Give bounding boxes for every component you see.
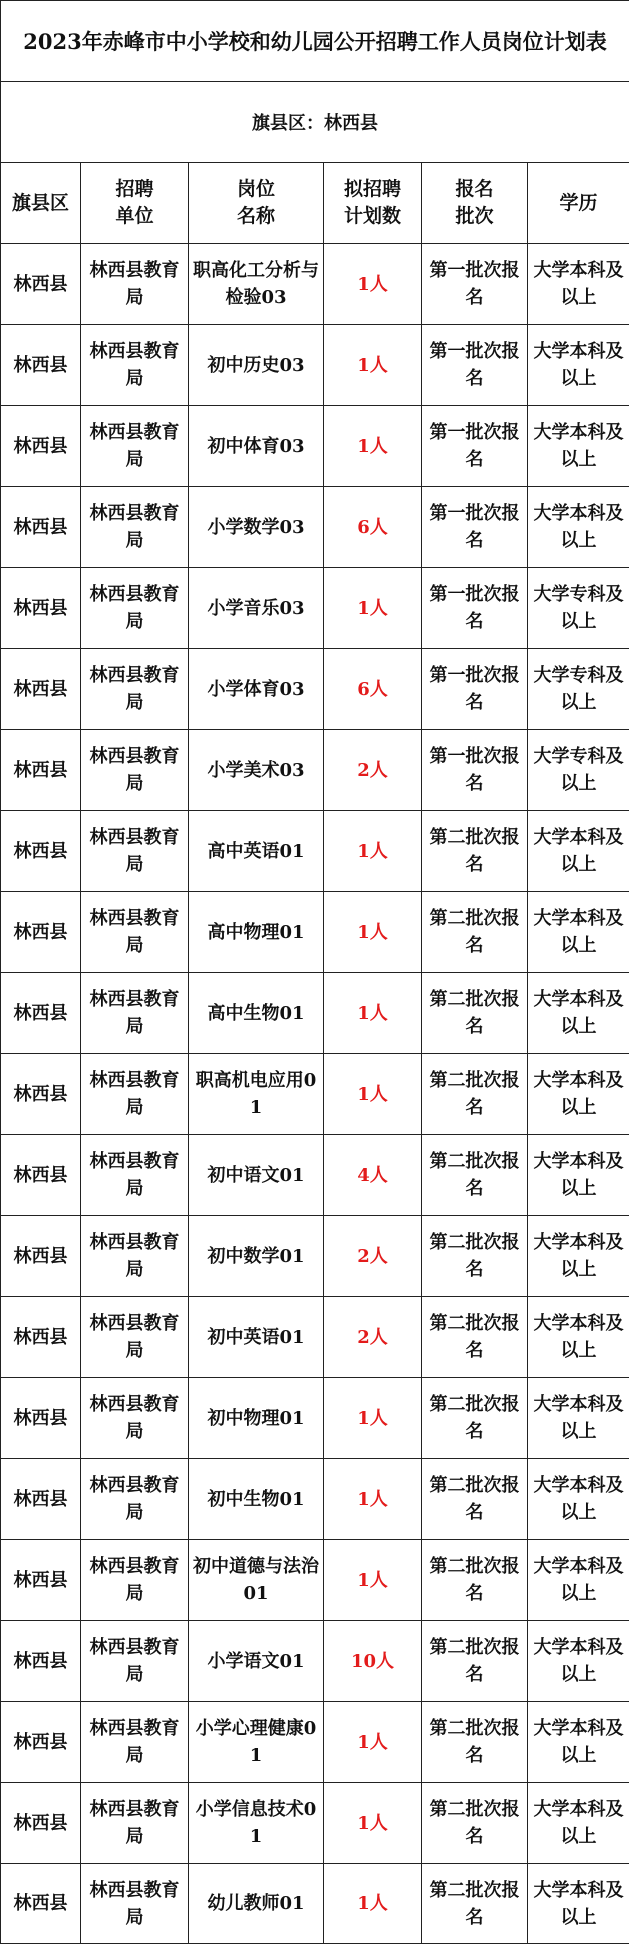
table-row (1, 1783, 629, 1864)
batch-cell-text: 第一批次报名 (426, 419, 523, 473)
batch-cell-text: 第二批次报名 (426, 1310, 523, 1364)
education-cell (528, 973, 629, 1054)
header-post: 岗位 名称 (189, 163, 324, 244)
county-cell (1, 1378, 81, 1459)
post-cell (189, 1540, 324, 1621)
education-cell-text: 大学专科及以上 (532, 662, 625, 716)
batch-cell-text: 第二批次报名 (426, 1715, 523, 1769)
post-cell-text: 初中数学01 (193, 1243, 319, 1270)
unit-cell (81, 1621, 189, 1702)
batch-cell-text: 第一批次报名 (426, 743, 523, 797)
table-row (1, 730, 629, 811)
post-cell-text: 初中物理01 (193, 1405, 319, 1432)
count-cell (324, 1216, 422, 1297)
county-cell-text: 林西县 (5, 1729, 76, 1756)
county-cell (1, 487, 81, 568)
education-cell-text: 大学本科及以上 (532, 1634, 625, 1688)
post-cell (189, 1621, 324, 1702)
county-cell (1, 811, 81, 892)
batch-cell (422, 1297, 528, 1378)
unit-cell (81, 811, 189, 892)
unit-cell-text: 林西县教育局 (85, 1472, 184, 1526)
table-row (1, 973, 629, 1054)
county-cell (1, 730, 81, 811)
unit-cell-text: 林西县教育局 (85, 1634, 184, 1688)
unit-cell (81, 1216, 189, 1297)
post-cell (189, 1378, 324, 1459)
count-cell-text: 1人 (328, 1729, 417, 1756)
batch-cell-text: 第二批次报名 (426, 1553, 523, 1607)
post-cell (189, 973, 324, 1054)
count-cell-text: 1人 (328, 1000, 417, 1027)
batch-cell (422, 406, 528, 487)
count-cell (324, 1135, 422, 1216)
table-row (1, 892, 629, 973)
post-cell (189, 811, 324, 892)
education-cell (528, 325, 629, 406)
batch-cell (422, 568, 528, 649)
unit-cell-text: 林西县教育局 (85, 905, 184, 959)
county-cell-text: 林西县 (5, 1810, 76, 1837)
post-cell-text: 高中生物01 (193, 1000, 319, 1027)
batch-cell (422, 811, 528, 892)
post-cell-text: 小学心理健康01 (193, 1715, 319, 1769)
county-cell (1, 1540, 81, 1621)
unit-cell (81, 1297, 189, 1378)
county-cell-text: 林西县 (5, 919, 76, 946)
post-cell-text: 初中语文01 (193, 1162, 319, 1189)
unit-cell-text: 林西县教育局 (85, 1715, 184, 1769)
unit-cell-text: 林西县教育局 (85, 581, 184, 635)
header-unit: 招聘 单位 (81, 163, 189, 244)
county-cell-text: 林西县 (5, 514, 76, 541)
unit-cell-text: 林西县教育局 (85, 1067, 184, 1121)
unit-cell (81, 973, 189, 1054)
education-cell (528, 1297, 629, 1378)
batch-cell (422, 244, 528, 325)
education-cell-text: 大学专科及以上 (532, 743, 625, 797)
county-cell (1, 406, 81, 487)
county-cell (1, 1783, 81, 1864)
batch-cell (422, 1216, 528, 1297)
post-cell (189, 1702, 324, 1783)
unit-cell (81, 568, 189, 649)
post-cell-text: 初中英语01 (193, 1324, 319, 1351)
county-cell (1, 1054, 81, 1135)
post-cell (189, 730, 324, 811)
batch-cell-text: 第二批次报名 (426, 986, 523, 1040)
table-row (1, 1054, 629, 1135)
batch-cell-text: 第二批次报名 (426, 1067, 523, 1121)
count-cell-text: 1人 (328, 1890, 417, 1917)
education-cell-text: 大学本科及以上 (532, 1472, 625, 1526)
batch-cell-text: 第一批次报名 (426, 257, 523, 311)
region-label: 旗县区：林西县 (1, 82, 629, 163)
table-row (1, 1864, 629, 1944)
county-cell-text: 林西县 (5, 595, 76, 622)
education-cell-text: 大学本科及以上 (532, 905, 625, 959)
unit-cell-text: 林西县教育局 (85, 419, 184, 473)
county-cell (1, 1864, 81, 1944)
post-cell-text: 小学语文01 (193, 1648, 319, 1675)
county-cell-text: 林西县 (5, 1000, 76, 1027)
post-cell-text: 小学数学03 (193, 514, 319, 541)
post-cell-text: 幼儿教师01 (193, 1890, 319, 1917)
unit-cell (81, 1864, 189, 1944)
education-cell-text: 大学本科及以上 (532, 338, 625, 392)
count-cell-text: 1人 (328, 433, 417, 460)
count-cell (324, 1459, 422, 1540)
count-cell (324, 1621, 422, 1702)
county-cell-text: 林西县 (5, 271, 76, 298)
post-cell-text: 小学信息技术01 (193, 1796, 319, 1850)
count-cell-text: 1人 (328, 1567, 417, 1594)
table-row (1, 1135, 629, 1216)
education-cell-text: 大学专科及以上 (532, 581, 625, 635)
count-cell (324, 568, 422, 649)
unit-cell-text: 林西县教育局 (85, 662, 184, 716)
unit-cell (81, 1054, 189, 1135)
education-cell (528, 1378, 629, 1459)
unit-cell-text: 林西县教育局 (85, 500, 184, 554)
count-cell (324, 1054, 422, 1135)
table-row (1, 1540, 629, 1621)
county-cell-text: 林西县 (5, 1486, 76, 1513)
county-cell-text: 林西县 (5, 676, 76, 703)
education-cell-text: 大学本科及以上 (532, 1391, 625, 1445)
count-cell-text: 1人 (328, 838, 417, 865)
post-cell-text: 职高机电应用01 (193, 1067, 319, 1121)
post-cell (189, 568, 324, 649)
post-cell (189, 892, 324, 973)
batch-cell-text: 第一批次报名 (426, 662, 523, 716)
count-cell (324, 406, 422, 487)
count-cell (324, 892, 422, 973)
count-cell (324, 487, 422, 568)
county-cell-text: 林西县 (5, 757, 76, 784)
batch-cell-text: 第二批次报名 (426, 824, 523, 878)
education-cell (528, 1216, 629, 1297)
education-cell (528, 1783, 629, 1864)
education-cell-text: 大学本科及以上 (532, 257, 625, 311)
education-cell-text: 大学本科及以上 (532, 1148, 625, 1202)
unit-cell-text: 林西县教育局 (85, 1391, 184, 1445)
table-row (1, 244, 629, 325)
batch-cell-text: 第一批次报名 (426, 338, 523, 392)
unit-cell (81, 1702, 189, 1783)
count-cell (324, 730, 422, 811)
post-cell-text: 小学体育03 (193, 676, 319, 703)
post-cell-text: 初中历史03 (193, 352, 319, 379)
unit-cell-text: 林西县教育局 (85, 257, 184, 311)
count-cell-text: 1人 (328, 352, 417, 379)
count-cell (324, 244, 422, 325)
unit-cell-text: 林西县教育局 (85, 743, 184, 797)
table-row (1, 1297, 629, 1378)
batch-cell-text: 第一批次报名 (426, 581, 523, 635)
batch-cell (422, 1864, 528, 1944)
header-education: 学历 (528, 163, 629, 244)
unit-cell-text: 林西县教育局 (85, 1310, 184, 1364)
post-cell-text: 小学音乐03 (193, 595, 319, 622)
count-cell-text: 2人 (328, 757, 417, 784)
post-cell (189, 1459, 324, 1540)
post-cell-text: 职高化工分析与检验03 (193, 257, 319, 311)
education-cell-text: 大学本科及以上 (532, 1877, 625, 1931)
county-cell (1, 892, 81, 973)
title-row (1, 1, 629, 82)
unit-cell (81, 1378, 189, 1459)
education-cell (528, 244, 629, 325)
batch-cell-text: 第二批次报名 (426, 1634, 523, 1688)
count-cell (324, 973, 422, 1054)
post-cell (189, 406, 324, 487)
table-row (1, 1216, 629, 1297)
unit-cell-text: 林西县教育局 (85, 1877, 184, 1931)
batch-cell-text: 第一批次报名 (426, 500, 523, 554)
education-cell (528, 1864, 629, 1944)
post-cell-text: 高中英语01 (193, 838, 319, 865)
unit-cell (81, 487, 189, 568)
table-row (1, 568, 629, 649)
count-cell (324, 811, 422, 892)
count-cell-text: 1人 (328, 595, 417, 622)
batch-cell-text: 第二批次报名 (426, 1229, 523, 1283)
batch-cell (422, 1621, 528, 1702)
header-count: 拟招聘 计划数 (324, 163, 422, 244)
batch-cell (422, 1054, 528, 1135)
unit-cell (81, 325, 189, 406)
county-cell (1, 1297, 81, 1378)
county-cell-text: 林西县 (5, 1081, 76, 1108)
batch-cell (422, 1135, 528, 1216)
header-batch: 报名 批次 (422, 163, 528, 244)
batch-cell (422, 1459, 528, 1540)
table-row (1, 811, 629, 892)
county-cell-text: 林西县 (5, 352, 76, 379)
batch-cell (422, 325, 528, 406)
batch-cell (422, 1702, 528, 1783)
table-title: 2023年赤峰市中小学校和幼儿园公开招聘工作人员岗位计划表 (1, 1, 629, 82)
county-cell-text: 林西县 (5, 1162, 76, 1189)
county-cell (1, 973, 81, 1054)
post-cell (189, 1783, 324, 1864)
education-cell (528, 1054, 629, 1135)
education-cell (528, 730, 629, 811)
unit-cell-text: 林西县教育局 (85, 824, 184, 878)
unit-cell (81, 892, 189, 973)
post-cell (189, 1297, 324, 1378)
unit-cell (81, 1135, 189, 1216)
count-cell (324, 1864, 422, 1944)
education-cell (528, 1459, 629, 1540)
unit-cell (81, 1783, 189, 1864)
batch-cell (422, 1540, 528, 1621)
post-cell-text: 初中体育03 (193, 433, 319, 460)
count-cell-text: 2人 (328, 1243, 417, 1270)
batch-cell (422, 1783, 528, 1864)
education-cell-text: 大学本科及以上 (532, 1229, 625, 1283)
education-cell (528, 406, 629, 487)
table-row (1, 487, 629, 568)
batch-cell (422, 973, 528, 1054)
county-cell (1, 1216, 81, 1297)
count-cell (324, 1378, 422, 1459)
county-cell-text: 林西县 (5, 838, 76, 865)
batch-cell-text: 第二批次报名 (426, 905, 523, 959)
unit-cell-text: 林西县教育局 (85, 1229, 184, 1283)
education-cell-text: 大学本科及以上 (532, 500, 625, 554)
batch-cell-text: 第二批次报名 (426, 1148, 523, 1202)
count-cell (324, 1702, 422, 1783)
unit-cell (81, 1540, 189, 1621)
count-cell (324, 325, 422, 406)
region-row (1, 82, 629, 163)
post-cell (189, 649, 324, 730)
count-cell-text: 1人 (328, 271, 417, 298)
county-cell-text: 林西县 (5, 1324, 76, 1351)
county-cell (1, 1135, 81, 1216)
county-cell (1, 1702, 81, 1783)
education-cell-text: 大学本科及以上 (532, 824, 625, 878)
education-cell (528, 811, 629, 892)
education-cell-text: 大学本科及以上 (532, 1310, 625, 1364)
education-cell (528, 1540, 629, 1621)
table-row (1, 1621, 629, 1702)
header-county: 旗县区 (1, 163, 81, 244)
count-cell-text: 1人 (328, 1810, 417, 1837)
post-cell (189, 1054, 324, 1135)
unit-cell-text: 林西县教育局 (85, 1553, 184, 1607)
county-cell-text: 林西县 (5, 1890, 76, 1917)
count-cell-text: 10人 (328, 1648, 417, 1675)
count-cell (324, 1783, 422, 1864)
education-cell-text: 大学本科及以上 (532, 1067, 625, 1121)
education-cell (528, 649, 629, 730)
post-cell-text: 高中物理01 (193, 919, 319, 946)
header-row (1, 163, 629, 244)
batch-cell (422, 649, 528, 730)
county-cell (1, 1459, 81, 1540)
post-cell-text: 小学美术03 (193, 757, 319, 784)
table-row (1, 1459, 629, 1540)
education-cell-text: 大学本科及以上 (532, 419, 625, 473)
batch-cell (422, 1378, 528, 1459)
batch-cell-text: 第二批次报名 (426, 1877, 523, 1931)
count-cell-text: 6人 (328, 676, 417, 703)
count-cell-text: 6人 (328, 514, 417, 541)
post-cell-text: 初中道德与法治01 (193, 1553, 319, 1607)
count-cell-text: 1人 (328, 1405, 417, 1432)
batch-cell (422, 487, 528, 568)
post-cell-text: 初中生物01 (193, 1486, 319, 1513)
table-row (1, 1378, 629, 1459)
unit-cell (81, 649, 189, 730)
batch-cell-text: 第二批次报名 (426, 1391, 523, 1445)
county-cell-text: 林西县 (5, 1405, 76, 1432)
county-cell (1, 1621, 81, 1702)
county-cell (1, 244, 81, 325)
batch-cell (422, 892, 528, 973)
count-cell (324, 649, 422, 730)
education-cell (528, 1135, 629, 1216)
batch-cell-text: 第二批次报名 (426, 1796, 523, 1850)
batch-cell-text: 第二批次报名 (426, 1472, 523, 1526)
post-cell (189, 1864, 324, 1944)
unit-cell (81, 406, 189, 487)
count-cell (324, 1540, 422, 1621)
county-cell-text: 林西县 (5, 1648, 76, 1675)
post-cell (189, 487, 324, 568)
unit-cell-text: 林西县教育局 (85, 338, 184, 392)
unit-cell (81, 730, 189, 811)
education-cell-text: 大学本科及以上 (532, 1553, 625, 1607)
post-cell (189, 1135, 324, 1216)
education-cell (528, 1621, 629, 1702)
count-cell (324, 1297, 422, 1378)
post-cell (189, 325, 324, 406)
county-cell (1, 325, 81, 406)
education-cell-text: 大学本科及以上 (532, 986, 625, 1040)
education-cell-text: 大学本科及以上 (532, 1796, 625, 1850)
unit-cell-text: 林西县教育局 (85, 1796, 184, 1850)
table-row (1, 406, 629, 487)
education-cell (528, 568, 629, 649)
batch-cell (422, 730, 528, 811)
count-cell-text: 2人 (328, 1324, 417, 1351)
county-cell-text: 林西县 (5, 433, 76, 460)
table-row (1, 325, 629, 406)
county-cell (1, 649, 81, 730)
unit-cell (81, 1459, 189, 1540)
post-cell (189, 244, 324, 325)
education-cell (528, 892, 629, 973)
education-cell (528, 1702, 629, 1783)
count-cell-text: 4人 (328, 1162, 417, 1189)
count-cell-text: 1人 (328, 1081, 417, 1108)
post-cell (189, 1216, 324, 1297)
education-cell-text: 大学本科及以上 (532, 1715, 625, 1769)
unit-cell-text: 林西县教育局 (85, 986, 184, 1040)
count-cell-text: 1人 (328, 919, 417, 946)
count-cell-text: 1人 (328, 1486, 417, 1513)
unit-cell (81, 244, 189, 325)
county-cell (1, 568, 81, 649)
table-row (1, 649, 629, 730)
education-cell (528, 487, 629, 568)
table-row (1, 1702, 629, 1783)
unit-cell-text: 林西县教育局 (85, 1148, 184, 1202)
county-cell-text: 林西县 (5, 1567, 76, 1594)
county-cell-text: 林西县 (5, 1243, 76, 1270)
